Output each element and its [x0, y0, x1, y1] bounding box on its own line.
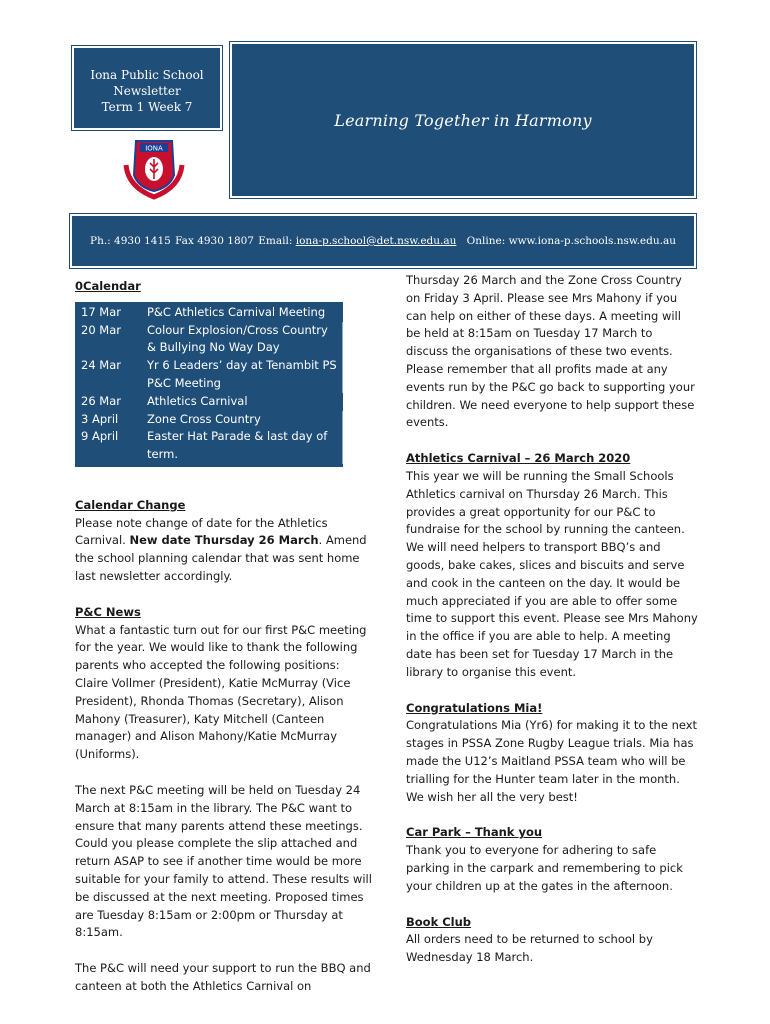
left-column [75, 278, 373, 996]
calendar-change-text-end: . Amend the school planning calendar that was sent home last newsletter accordingly. [75, 533, 367, 583]
calendar-table [75, 304, 343, 464]
car-park-heading: Car Park – Thank you [406, 825, 543, 840]
calendar-row [75, 428, 343, 464]
calendar-date: 3 April [81, 411, 119, 426]
calendar-row [75, 393, 343, 411]
website-text: Online: www.iona-p.schools.nsw.edu.au [466, 235, 676, 247]
email-link[interactable]: iona-p.school@det.nsw.edu.au [295, 235, 457, 247]
calendar-event: P&C Athletics Carnival Meeting [147, 304, 326, 319]
right-column [406, 272, 698, 967]
pc-news-heading: P&C News [75, 604, 141, 619]
email-label: Email: [258, 235, 293, 247]
tagline-text: Learning Together in Harmony [334, 110, 592, 130]
calendar-date: 26 Mar [81, 393, 121, 408]
congratulations-text: Congratulations Mia (Yr6) for making it to the next stages in PSSA Zone Rugby League trials. Mia has made the U12’s Maitland PSSA team who will be trialling for the Hunter team later in the month. We wish her all the very best! [406, 718, 698, 804]
school-crest-logo [118, 135, 190, 201]
school-name: Iona Public School [90, 68, 204, 82]
pc-news-paragraph: The P&C will need your support to run the BBQ and canteen at both the Athletics Carnival on [75, 961, 371, 993]
calendar-date: 9 April [81, 429, 119, 444]
pc-news-paragraph: The next P&C meeting will be held on Tuesday 24 March at 8:15am in the library. The P&C want to ensure that many parents attend these meetings. Could you please complete the slip attached and return ASAP to see if another time would be more suitable for your family to attend. These results will be discussed at the next meeting. Proposed times are Tuesday 8:15am or 2:00pm or Thursday at 8:15am. [75, 782, 372, 940]
calendar-row [75, 411, 343, 429]
calendar-event: Zone Cross Country [135, 411, 343, 429]
fax-number: Fax 4930 1807 [175, 235, 254, 247]
book-club-heading: Book Club [406, 914, 472, 929]
calendar-date: 17 Mar [81, 304, 121, 319]
term-week: Term 1 Week 7 [101, 100, 193, 114]
calendar-event: Colour Explosion/Cross Country & Bullying No Way Day [135, 322, 343, 358]
calendar-row [75, 304, 343, 322]
tagline-banner [232, 44, 694, 196]
calendar-change-heading: Calendar Change [75, 497, 186, 512]
phone-number: Ph.: 4930 1415 [90, 235, 171, 247]
calendar-table-box [75, 302, 343, 467]
newsletter-label: Newsletter [113, 84, 181, 98]
calendar-event: Yr 6 Leaders’ day at Tenambit PS P&C Meeting [135, 357, 343, 393]
calendar-row [75, 357, 343, 393]
pc-news-continued: Thursday 26 March and the Zone Cross Country on Friday 3 April. Please see Mrs Mahony if you can help on either of these days. A meeting will be held at 8:15am on Tuesday 17 March to discuss the organisations of these two events. Please remember that all profits made at any events run by the P&C go back to supporting your children. We need everyone to help support these events. [406, 273, 695, 430]
athletics-carnival-text: This year we will be running the Small Schools Athletics carnival on Thursday 26 March. This provides a great opportunity for our P&C to fundraise for the school by running the canteen. We will need helpers to transport BBQ’s and goods, bake cakes, slices and biscuits and serve and cook in the canteen on the day. It would be much appreciated if you are able to offer some time to support this event. Please see Mrs Mahony in the office if you are able to help. A meeting date has been set for Tuesday 17 March in the library to organise this event. [406, 468, 698, 679]
calendar-event: Athletics Carnival [147, 393, 248, 408]
book-club-text: All orders need to be returned to school by Wednesday 18 March. [406, 932, 653, 965]
congratulations-heading: Congratulations Mia! [406, 700, 543, 715]
calendar-date: 20 Mar [81, 322, 121, 337]
logo-lettering: IONA [145, 144, 163, 153]
newsletter-title-box [74, 48, 220, 128]
calendar-event: Easter Hat Parade & last day of term. [135, 428, 343, 464]
new-date-highlight: New date Thursday 26 March [129, 533, 319, 548]
car-park-text: Thank you to everyone for adhering to safe parking in the carpark and remembering to pick your children up at the gates in the afternoon. [406, 843, 683, 893]
calendar-change-text-start: Please note change of date for the Athletics Carnival. [75, 515, 328, 548]
calendar-date: 24 Mar [81, 358, 121, 373]
contact-bar [72, 216, 694, 266]
pc-news-paragraph: What a fantastic turn out for our first P&C meeting for the year. We would like to thank the following parents who accepted the following positions: Claire Vollmer (President), Katie McMurray (Vice President), Rhonda Thomas (Secretary), Alison Mahony (Treasurer), Katy Mitchell (Canteen manager) and Alison Mahony/Katie McMurray (Uniforms). [75, 622, 367, 762]
athletics-carnival-heading: Athletics Carnival – 26 March 2020 [406, 451, 631, 466]
calendar-heading: 0Calendar [75, 279, 141, 293]
calendar-change-text [75, 515, 373, 586]
calendar-row [75, 322, 343, 358]
